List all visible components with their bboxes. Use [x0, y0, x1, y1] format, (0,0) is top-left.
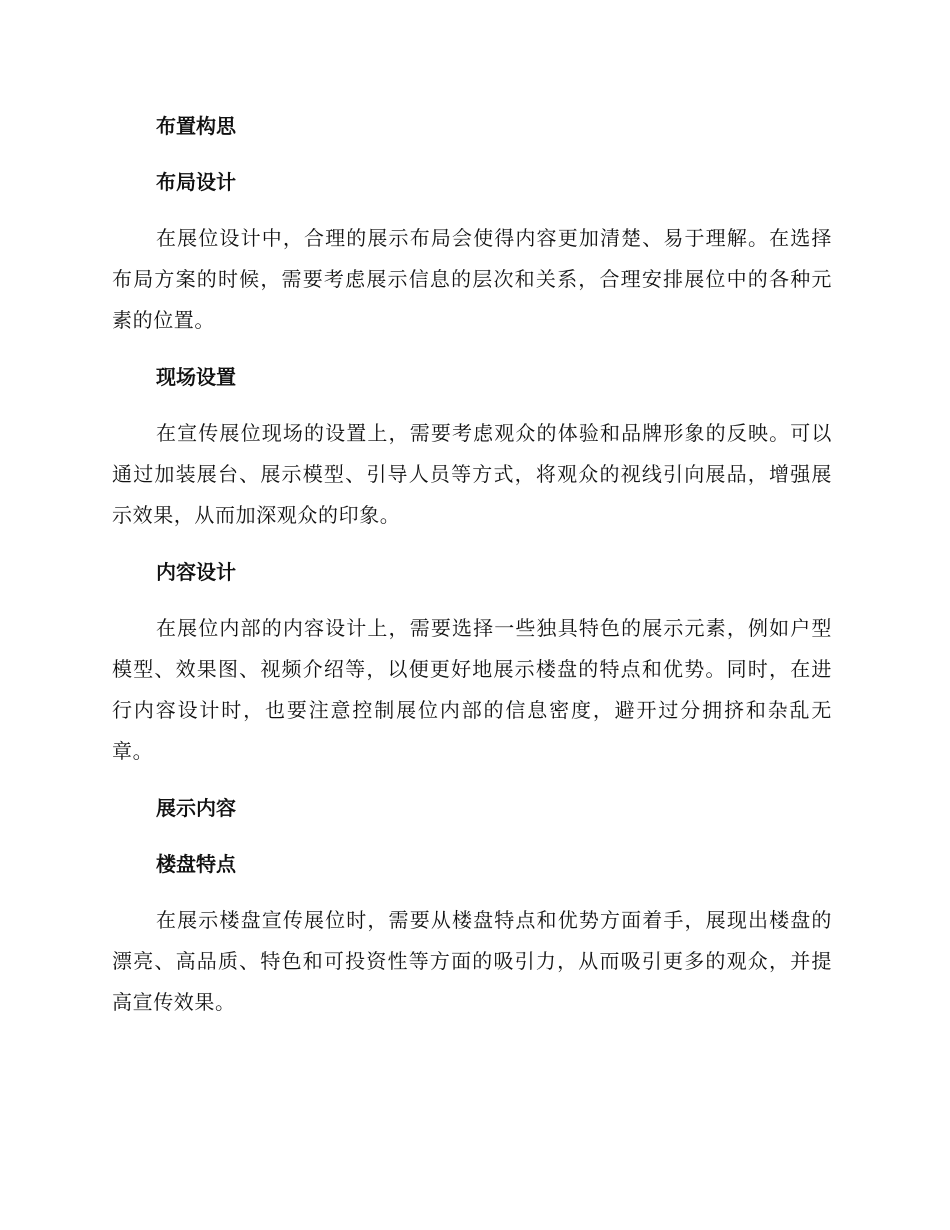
paragraph-content-design: 在展位内部的内容设计上，需要选择一些独具特色的展示元素，例如户型模型、效果图、视频介绍等，以便更好地展示楼盘的特点和优势。同时，在进行内容设计时，也要注意控制展位内部的信息密度，避开过分拥挤和杂乱无章。 [112, 616, 832, 763]
section-heading-display-content: 展示内容 [156, 796, 236, 820]
section-heading-content-design: 内容设计 [156, 560, 236, 584]
section-heading-layout-concept: 布置构思 [156, 114, 236, 138]
document-page [112, 106, 832, 1039]
paragraph-layout-design: 在展位设计中，合理的展示布局会使得内容更加清楚、易于理解。在选择布局方案的时候，需要考虑展示信息的层次和关系，合理安排展位中的各种元素的位置。 [112, 226, 832, 332]
paragraph-property-features: 在展示楼盘宣传展位时，需要从楼盘特点和优势方面着手，展现出楼盘的漂亮、高品质、特色和可投资性等方面的吸引力，从而吸引更多的观众，并提高宣传效果。 [112, 908, 832, 1014]
section-heading-onsite-setup: 现场设置 [156, 365, 236, 389]
section-heading-property-features: 楼盘特点 [156, 852, 236, 876]
section-heading-layout-design: 布局设计 [156, 170, 236, 194]
paragraph-onsite-setup: 在宣传展位现场的设置上，需要考虑观众的体验和品牌形象的反映。可以通过加装展台、展示模型、引导人员等方式，将观众的视线引向展品，增强展示效果，从而加深观众的印象。 [112, 421, 832, 527]
